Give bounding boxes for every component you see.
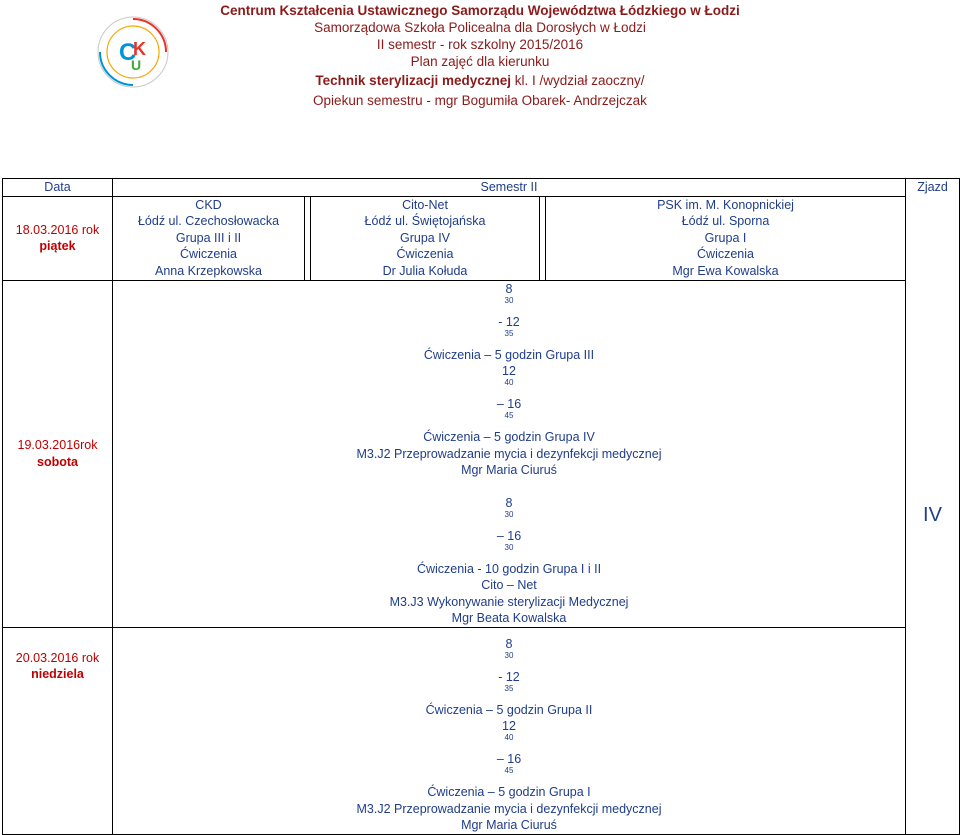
semester-year: II semestr - rok szkolny 2015/2016 — [376, 37, 584, 52]
time-range — [113, 636, 905, 702]
time-end: – 16 — [496, 528, 522, 543]
subject-line: M3.J2 Przeprowadzanie mycia i dezynfekcji medycznej — [356, 446, 662, 461]
time-end: - 12 — [498, 669, 520, 684]
date: 20.03.2016 rok — [15, 650, 100, 665]
time-end-min: 45 — [504, 766, 514, 776]
time-end: - 12 — [498, 314, 520, 329]
venue: Cito-Net — [402, 197, 448, 212]
date-cell-friday — [3, 196, 113, 280]
institution-name: Centrum Kształcenia Ustawicznego Samorządu Województwa Łódzkiego w Łodzi — [220, 3, 740, 18]
time-end: – 16 — [496, 752, 522, 766]
time-range — [113, 495, 905, 561]
time-start: 8 — [505, 281, 513, 296]
class-type: Ćwiczenia — [180, 247, 237, 262]
class-type: Ćwiczenia — [697, 247, 754, 262]
venue: PSK im. M. Konopnickiej — [657, 197, 794, 212]
weekday: niedziela — [31, 667, 84, 681]
date: 18.03.2016 rok — [15, 222, 100, 237]
time-start: 12 — [502, 719, 516, 733]
date-cell-saturday — [3, 280, 113, 627]
teacher-line: Mgr Maria Ciuruś — [461, 463, 557, 477]
group-cell-psk — [546, 196, 906, 280]
cku-logo — [96, 15, 170, 89]
time-end-min: 45 — [504, 411, 514, 421]
address: Łódź ul. Sporna — [681, 214, 770, 229]
time-start-min: 30 — [504, 295, 514, 305]
course-name: Technik sterylizacji medycznej — [315, 73, 512, 88]
teacher-line: Mgr Maria Ciuruś — [461, 818, 557, 832]
class-line: Ćwiczenia – 5 godzin Grupa III — [423, 347, 595, 362]
subject-line: M3.J3 Wykonywanie sterylizacji Medycznej — [389, 594, 629, 609]
venue-line: Cito – Net — [481, 578, 537, 592]
venue: CKD — [195, 197, 222, 212]
svg-text:U: U — [131, 57, 142, 73]
session-cell-sunday — [113, 627, 906, 834]
school-name: Samorządowa Szkoła Policealna dla Dorosłych w Łodzi — [314, 20, 646, 35]
time-start: 8 — [505, 495, 513, 510]
zjazd-value: IV — [906, 196, 960, 834]
class-line: Ćwiczenia – 5 godzin Grupa II — [425, 702, 593, 717]
time-end-min: 30 — [504, 542, 514, 552]
teacher-line: Mgr Beata Kowalska — [451, 611, 567, 625]
svg-text:C: C — [119, 39, 137, 66]
time-start-min: 30 — [504, 650, 514, 660]
time-range — [113, 363, 905, 429]
subject-line: M3.J2 Przeprowadzanie mycia i dezynfekcji medycznej — [356, 801, 662, 816]
date-cell-sunday — [3, 627, 113, 834]
weekday: sobota — [37, 454, 78, 469]
time-start-min: 40 — [504, 733, 514, 743]
teacher: Dr Julia Kołuda — [382, 263, 468, 278]
session-cell-saturday — [113, 280, 906, 627]
time-start-min: 30 — [504, 509, 514, 519]
time-start-min: 40 — [504, 378, 514, 388]
plan-title: Plan zajęć dla kierunku — [410, 54, 550, 69]
group: Grupa I — [704, 230, 747, 245]
teacher: Mgr Ewa Kowalska — [672, 263, 779, 278]
time-start: 12 — [502, 364, 516, 378]
course-class: kl. I /wydział zaoczny/ — [511, 73, 645, 88]
class-line: Ćwiczenia – 5 godzin Grupa I — [427, 785, 591, 799]
group-cell-citonet — [311, 196, 540, 280]
time-end-min: 35 — [504, 328, 514, 338]
supervisor: Opiekun semestru - mgr Bogumiła Obarek- Andrzejczak — [313, 93, 647, 108]
address: Łódź ul. Czechosłowacka — [137, 214, 280, 229]
time-end: – 16 — [496, 397, 522, 411]
time-start: 8 — [505, 636, 513, 651]
address: Łódź ul. Świętojańska — [364, 214, 486, 229]
time-range — [113, 281, 905, 347]
time-end-min: 35 — [504, 683, 514, 693]
svg-text:K: K — [133, 39, 146, 59]
col-header-zjazd: Zjazd — [906, 179, 960, 197]
col-header-date: Data — [3, 179, 113, 197]
blank-line — [113, 479, 905, 495]
time-range — [113, 718, 905, 784]
group-cell-ckd — [113, 196, 305, 280]
class-line: Ćwiczenia – 5 godzin Grupa IV — [423, 430, 595, 444]
col-header-semester: Semestr II — [113, 179, 906, 197]
group: Grupa III i II — [175, 230, 242, 245]
weekday: piątek — [39, 239, 76, 253]
group: Grupa IV — [399, 230, 451, 245]
class-type: Ćwiczenia — [396, 247, 454, 262]
date: 19.03.2016rok — [17, 438, 98, 452]
class-line: Ćwiczenia - 10 godzin Grupa I i II — [416, 561, 602, 576]
teacher: Anna Krzepkowska — [154, 263, 262, 278]
schedule-table — [2, 178, 960, 835]
